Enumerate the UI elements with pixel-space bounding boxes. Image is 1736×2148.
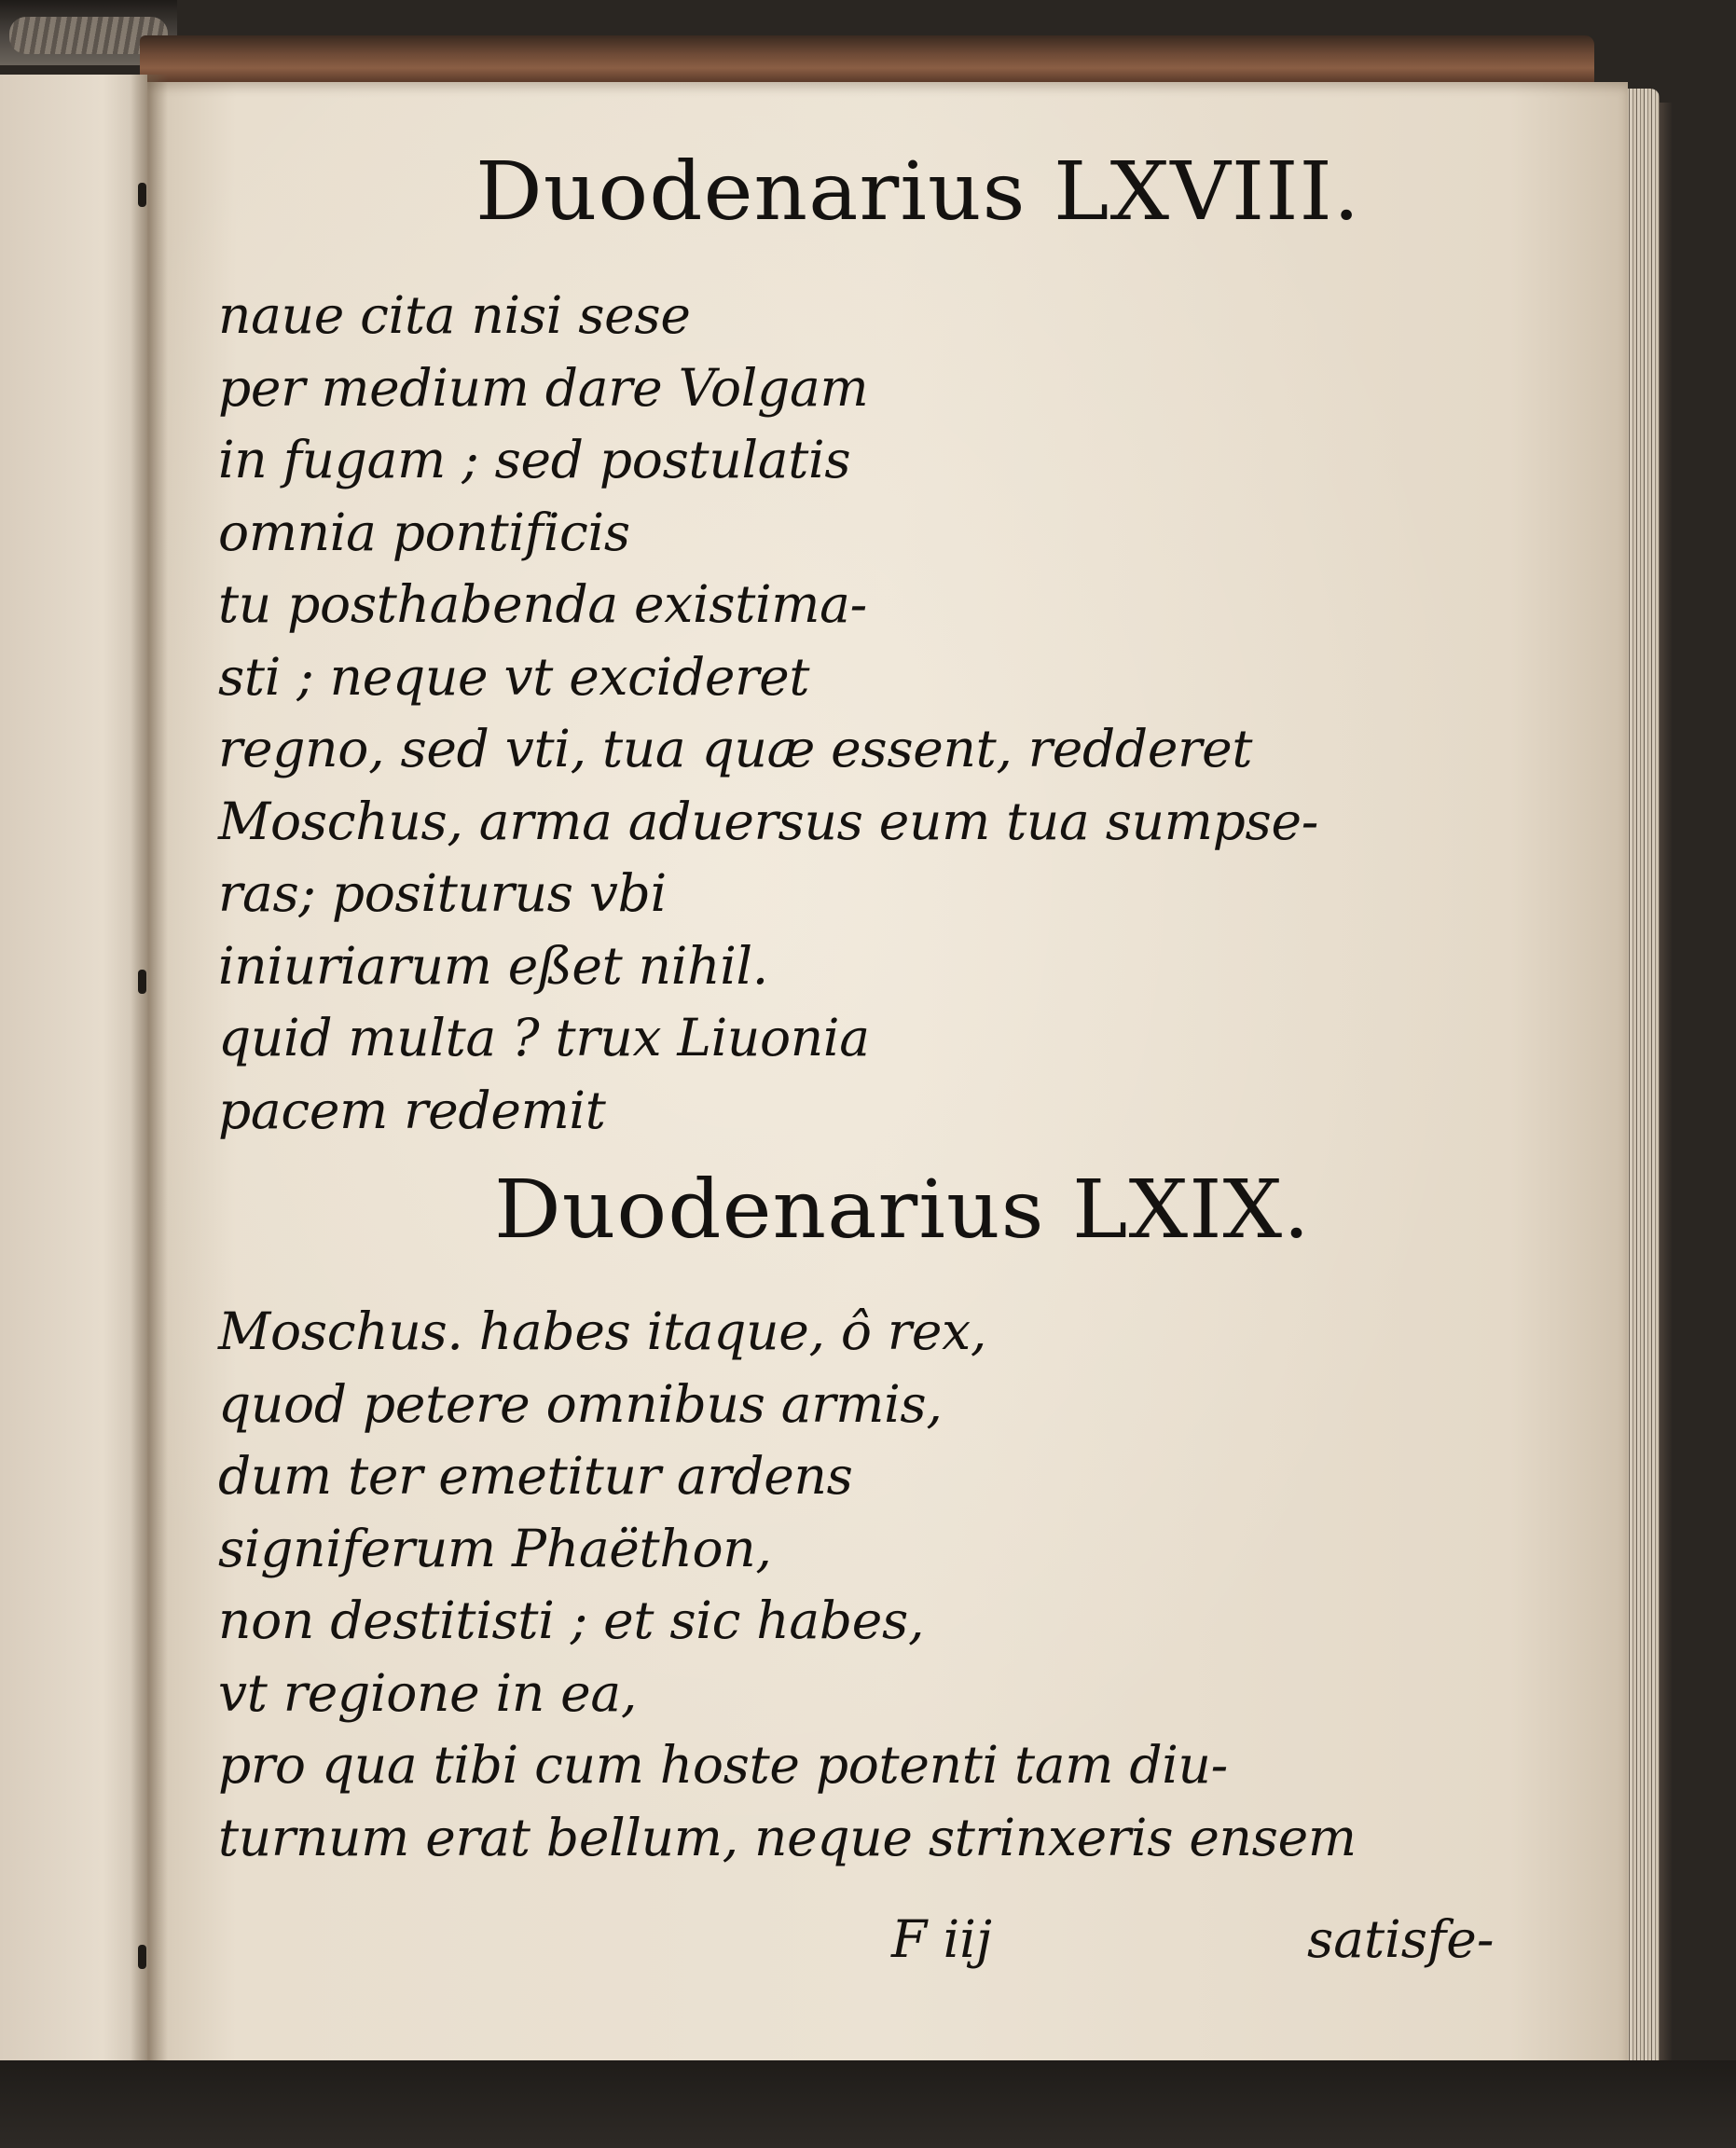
verse-line: dum ter emetitur ardens [218,1446,853,1506]
verse-line: tu posthabenda existima- [218,574,867,634]
verse-block-lxix [218,1296,1357,1874]
verse-line: quod petere omnibus armis, [218,1373,943,1434]
background-surface [0,2060,1736,2148]
facing-page-edge [0,75,147,2060]
verse-line: Moschus. habes itaque, ô rex, [218,1301,987,1361]
verse-line: regno, sed vti, tua quæ essent, redderet [218,719,1253,778]
section-heading-lxix: Duodenarius LXIX. [494,1164,1311,1257]
cover-edge [140,35,1594,82]
sewing-hole [138,1945,146,1969]
sewing-hole [138,183,146,207]
verse-line: sti ; neque vt excideret [218,646,810,707]
verse-line: naue cita nisi sese [218,285,691,345]
verse-line: turnum erat bellum, neque strinxeris ensem [218,1807,1357,1867]
verse-line: vt regione in ea, [218,1662,638,1723]
sewing-hole [138,970,146,994]
verse-line: per medium dare Volgam [218,357,869,418]
catchword: satisfe- [1307,1909,1495,1969]
verse-line: pacem redemit [218,1080,606,1140]
verse-line: ras; positurus vbi [218,863,667,923]
verse-line: omnia pontificis [218,502,630,562]
gutter-shadow [131,75,168,2060]
section-heading-lxviii: Duodenarius LXVIII. [475,145,1361,239]
verse-line: non destitisti ; et sic habes, [218,1590,925,1650]
verse-line: signiferum Phaëthon, [218,1518,772,1578]
page-stack-edge [1622,89,1660,2084]
page-stack-shadow [1660,103,1673,2079]
verse-line: in fugam ; sed postulatis [218,430,851,489]
verse-line: iniuriarum eßet nihil. [218,935,768,996]
verse-line: Moschus, arma aduersus eum tua sumpse- [218,791,1318,851]
verse-line: pro qua tibi cum hoste potenti tam diu- [218,1735,1228,1795]
book-page [147,82,1628,2068]
signature-mark: F iij [891,1909,992,1969]
verse-line: quid multa ? trux Liuonia [218,1008,870,1067]
verse-block-lxviii [218,280,1318,1147]
